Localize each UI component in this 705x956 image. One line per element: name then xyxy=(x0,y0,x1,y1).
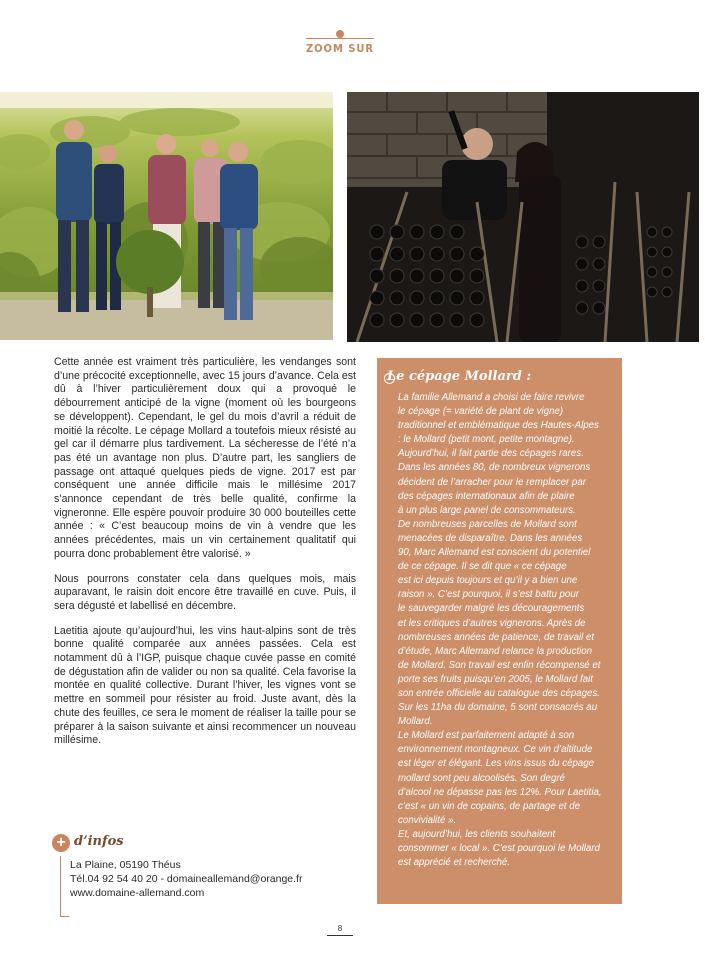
sidebar-line: c’est « un vin de copains, de partage et de xyxy=(398,800,581,812)
article-paragraph: Nous pourrons constater cela dans quelques mois, mais auparavant, le raisin doit encore être travaillé en cuve. Puis, il sera dégusté et labellisé en décembre. xyxy=(54,572,356,612)
sidebar-line: de ce cépage. Il se dit que « ce cépage xyxy=(398,561,567,573)
sidebar-line: mollard sont peu alcoolisés. Son degré xyxy=(398,772,565,784)
sidebar-text xyxy=(398,391,614,870)
sidebar-line: : le Mollard (petit mont, petite montagne). xyxy=(398,434,575,446)
infos-website[interactable]: www.domaine-allemand.com xyxy=(70,887,205,899)
sidebar-box xyxy=(377,358,622,904)
sidebar-line: le cépage (= variété de plant de vigne) xyxy=(398,406,564,418)
article-body xyxy=(54,356,356,759)
article-paragraph: Laetitia ajoute qu’aujourd’hui, les vins haut-alpins sont de très bonne qualité comparée aux années passées. Cela est notamment dû à l’IGP, puisque chaque cuvée passe en comité de dégustation afin de valider ou non sa qualité. Cela favorise la montée en qualité collective. Durant l’hiver, les vignes vont se mettre en sommeil pour résister au froid. Juste avant, dès la chute des feuilles, ce sera le moment de réaliser la taille pour se préparer à la saison suivante et ainsi recommencer un nouveau millésime. xyxy=(54,624,356,747)
sidebar-line: Dans les années 80, de nombreux vignerons xyxy=(398,462,591,474)
header-rule xyxy=(306,38,374,39)
section-title: ZOOM SUR xyxy=(305,42,375,55)
sidebar-line: de Mollard. Son travail est enfin récompensé et xyxy=(398,659,601,671)
infos-contact: Tél.04 92 54 40 20 - domaineallemand@orange.fr xyxy=(70,873,303,885)
wine-cellar-photo xyxy=(347,92,699,342)
sidebar-line: consommer « local ». C’est pourquoi le Mollard xyxy=(398,843,600,854)
plus-icon: + xyxy=(52,834,70,852)
page-number-underline xyxy=(327,935,353,936)
sidebar-line: raison ». C’est pourquoi, il s’est battu pour xyxy=(398,589,579,601)
section-header xyxy=(0,30,705,70)
sidebar-line: Le Mollard est parfaitement adapté à son xyxy=(398,730,575,742)
sidebar-line: d’alcool ne dépasse pas les 12%. Pour Laetitia, xyxy=(398,786,602,798)
sidebar-line: De nombreuses parcelles de Mollard sont xyxy=(398,518,577,530)
sidebar-line: des cépages internationaux afin de plaire xyxy=(398,490,575,502)
sidebar-line: son entrée officielle au catalogue des cépages. xyxy=(398,687,600,699)
sidebar-line: menacées de disparaître. Dans les années xyxy=(398,532,583,544)
sidebar-line: Sur les 11ha du domaine, 5 sont consacrés au xyxy=(398,702,598,714)
sidebar-line: porte ses fruits puisqu’en 2005, le Mollard fait xyxy=(398,673,593,685)
sidebar-title: Le cépage Mollard : xyxy=(387,369,532,384)
sidebar-line: Aujourd’hui, il fait partie des cépages rares. xyxy=(398,448,584,460)
article-paragraph: Cette année est vraiment très particulière, les vendanges sont d’une précocité exceptionnelle, avec 15 jours d’avance. Cela est dû à l’hiver particulièrement doux qui a provoqué le débourrement anticipé de la vigne (moment où les bourgeons se développent). Cependant, le gel du mois d’avril a réduit de moitié la récolte. Le cépage Mollard a toutefois mieux résisté au gel car il démarre plus tardivement. La sécheresse de l’été n’a pas été un avantage non plus. D’autre part, les sangliers de passage ont attaqué quelques pieds de vigne. 2017 est par conséquent une année difficile mais le millésime 2017 s’annonce cependant de très belle qualité, confirme la vigneronne. Elle espère pouvoir produire 30 000 bouteilles cette année : « C’est beaucoup moins de vin à vendre que les années précédentes, mais un vin certainement qualitatif qui pourra donc probablement être valorisé. » xyxy=(54,356,356,560)
sidebar-line: est ici depuis toujours et qu’il y a bien une xyxy=(398,575,578,587)
sidebar-line: nombreuses années de patience, de travail et xyxy=(398,631,595,643)
page-number: 8 xyxy=(337,924,343,933)
sidebar-line: Mollard. xyxy=(398,716,433,728)
sidebar-line: traditionnel et emblématique des Hautes-Alpes xyxy=(398,420,599,432)
sidebar-line: La famille Allemand a choisi de faire revivre xyxy=(398,392,585,403)
sidebar-line: d’étude, Marc Allemand relance la production xyxy=(398,645,593,657)
infos-lines xyxy=(70,858,302,900)
sidebar-line: décident de l’arracher pour le remplacer par xyxy=(398,476,586,488)
header-dot xyxy=(336,30,344,38)
sidebar-line: et les critiques d’autres vignerons. Après de xyxy=(398,617,586,629)
vineyard-family-photo xyxy=(0,92,333,340)
infos-title: d’infos xyxy=(74,834,124,849)
sidebar-line: est apprécié et recherché. xyxy=(398,857,511,869)
sidebar-line: convivialité ». xyxy=(398,814,457,826)
sidebar-line: à un plus large panel de consommateurs. xyxy=(398,504,576,516)
sidebar-line: environnement montagneux. Ce vin d’altitude xyxy=(398,744,593,756)
sidebar-line: Et, aujourd’hui, les clients souhaitent xyxy=(398,828,556,840)
sidebar-line: le sauvegarder malgré les découragements xyxy=(398,603,585,615)
sidebar-line: est léger et élégant. Les vins issus du cépage xyxy=(398,758,595,770)
infos-bracket xyxy=(60,856,69,917)
sidebar-line: 90, Marc Allemand est conscient du potentiel xyxy=(398,547,591,559)
infos-address: La Plaine, 05190 Théus xyxy=(70,859,181,871)
